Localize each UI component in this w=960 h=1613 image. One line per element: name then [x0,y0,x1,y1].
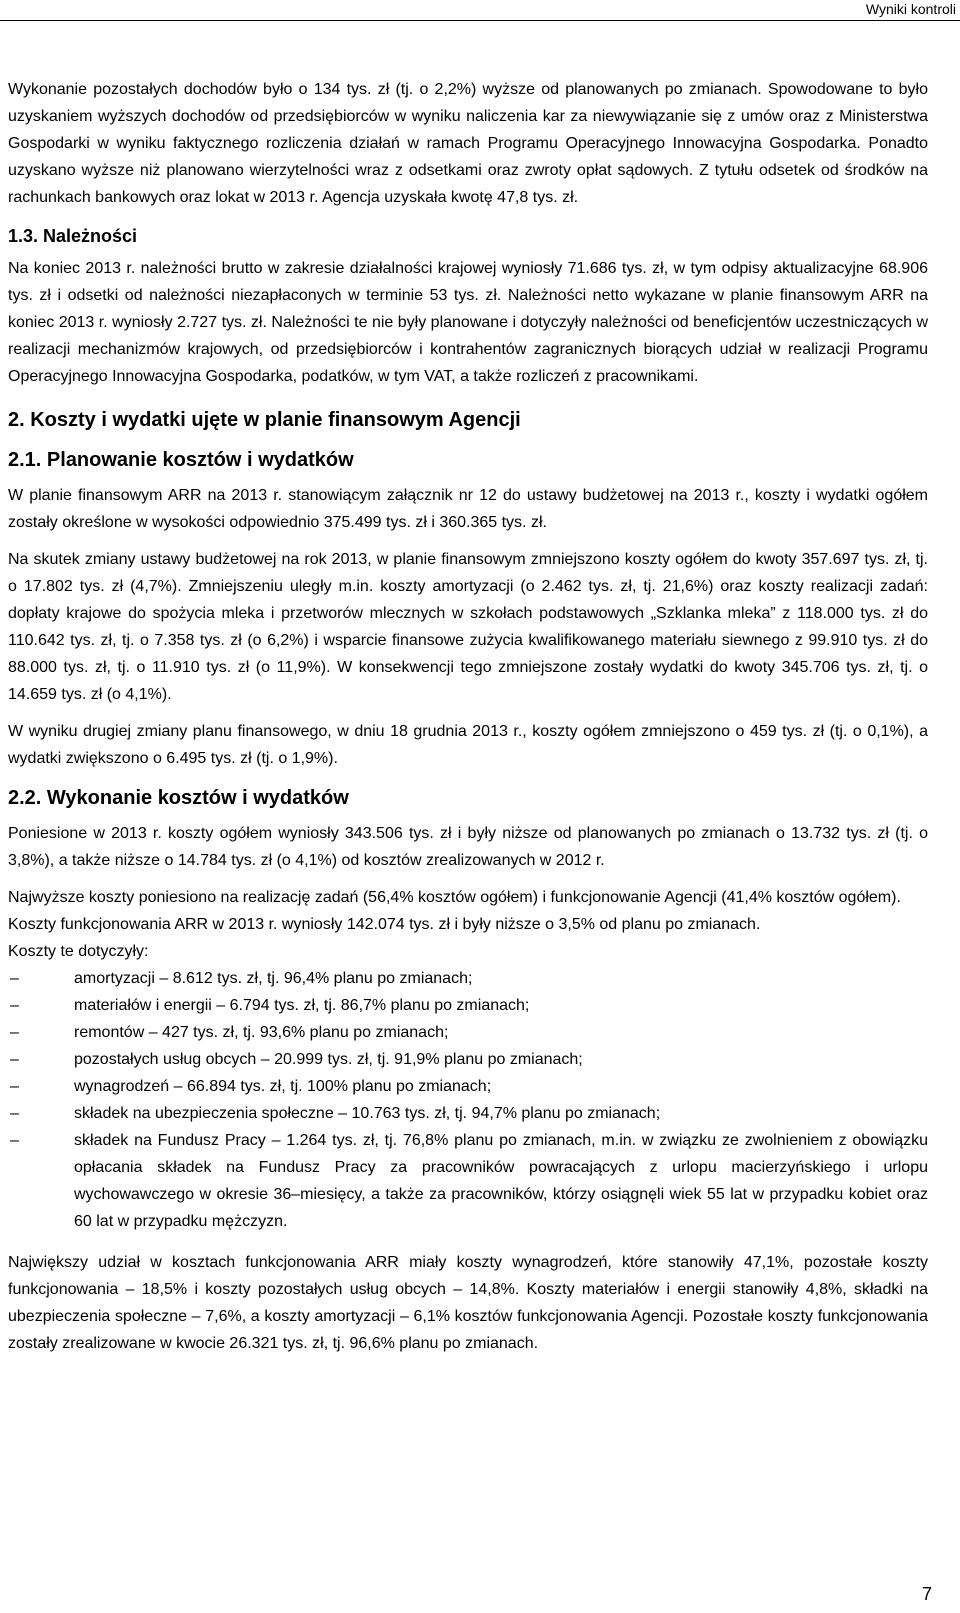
paragraph-cost-structure: Największy udział w kosztach funkcjonowania ARR miały koszty wynagrodzeń, które stanowiły 47,1%, pozostałe koszty funkcjonowania – 18,5% i koszty pozostałych usług obcych – 14,8%. Koszty materiałów i energii stanowiły 4,8%, składki na ubezpieczenia społeczne – 7,6%, a koszty amortyzacji – 6,1% kosztów funkcjonowania Agencji. Pozostałe koszty funkcjonowania zostały zrealizowane w kwocie 26.321 tys. zł, tj. 96,6% planu po zmianach. [8,1254,928,1352]
paragraph-highest-costs: Najwyższe koszty poniesiono na realizację zadań (56,4% kosztów ogółem) i funkcjonowanie Agencji (41,4% kosztów ogółem). [8,889,901,906]
running-header-title: Wyniki kontroli [865,1,956,17]
list-bullet: – [10,1078,19,1095]
list-item [8,1046,928,1073]
list-item [8,1127,928,1235]
paragraph-plan-initial: W planie finansowym ARR na 2013 r. stanowiącym załącznik nr 12 do ustawy budżetowej na 2013 r., koszty i wydatki ogółem zostały określone w wysokości odpowiednio 375.499 tys. zł i 360.365 tys. zł. [8,487,928,531]
list-item [8,1073,928,1100]
list-item [8,965,928,992]
header-divider [0,20,960,21]
page-number: 7 [921,1584,932,1604]
list-item [8,1100,928,1127]
paragraph-plan-second-change: W wyniku drugiej zmiany planu finansowego, w dniu 18 grudnia 2013 r., koszty ogółem zmniejszono o 459 tys. zł (tj. o 0,1%), a wydatki zwiększono o 6.495 tys. zł (tj. o 1,9%). [8,723,928,767]
list-item-text: składek na ubezpieczenia społeczne – 10.763 tys. zł, tj. 94,7% planu po zmianach; [74,1105,661,1122]
heading-costs-and-expenses: 2. Koszty i wydatki ujęte w planie finansowym Agencji [8,409,521,431]
list-item [8,992,928,1019]
list-item-text: materiałów i energii – 6.794 tys. zł, tj. 86,7% planu po zmianach; [74,997,530,1014]
document-body [8,76,928,1357]
paragraph-plan-first-change: Na skutek zmiany ustawy budżetowej na rok 2013, w planie finansowym zmniejszono koszty ogółem do kwoty 357.697 tys. zł, tj. o 17.802 tys. zł (4,7%). Zmniejszeniu uległy m.in. koszty amortyzacji (o 2.462 tys. zł, tj. 21,6%) oraz koszty realizacji zadań: dopłaty krajowe do spożycia mleka i przetworów mlecznych w szkołach podstawowych „Szklanka mleka” z 118.000 tys. zł do 110.642 tys. zł, tj. o 7.358 tys. zł (o 6,2%) i wsparcie finansowe zużycia kwalifikowanego materiału siewnego z 99.910 tys. zł do 88.000 tys. zł, tj. o 11.910 tys. zł (o 11,9%). W konsekwencji tego zmniejszone zostały wydatki do kwoty 345.706 tys. zł, tj. o 14.659 tys. zł (o 4,1%). [8,551,928,703]
list-bullet: – [10,1132,19,1149]
cost-list [8,965,928,1235]
list-item-text: wynagrodzeń – 66.894 tys. zł, tj. 100% planu po zmianach; [74,1078,492,1095]
heading-receivables: 1.3. Należności [8,226,138,246]
list-item-text: składek na Fundusz Pracy – 1.264 tys. zł, tj. 76,8% planu po zmianach, m.in. w związku ze zwolnieniem z obowiązku opłacania składek na Fundusz Pracy za pracowników powracających z urlopu macierzyńskiego i urlopu wychowawczego w okresie 36–miesięcy, a także za pracowników, którzy osiągnęli wiek 55 lat w przypadku kobiet oraz 60 lat w przypadku mężczyzn. [74,1132,928,1230]
paragraph-costs-incurred: Poniesione w 2013 r. koszty ogółem wyniosły 343.506 tys. zł i były niższe od planowanych po zmianach o 13.732 tys. zł (tj. o 3,8%), a także niższe o 14.784 tys. zł (o 4,1%) od kosztów zrealizowanych w 2012 r. [8,825,928,869]
list-bullet: – [10,1051,19,1068]
paragraph-operating-costs: Koszty funkcjonowania ARR w 2013 r. wyniosły 142.074 tys. zł i były niższe o 3,5% od planu po zmianach. [8,916,761,933]
heading-cost-planning: 2.1. Planowanie kosztów i wydatków [8,449,354,471]
paragraph-receivables: Na koniec 2013 r. należności brutto w zakresie działalności krajowej wyniosły 71.686 tys. zł, w tym odpisy aktualizacyjne 68.906 tys. zł i odsetki od należności niezapłaconych w terminie 53 tys. zł. Należności netto wykazane w planie finansowym ARR na koniec 2013 r. wyniosły 2.727 tys. zł. Należności te nie były planowane i dotyczyły należności od beneficjentów uczestniczących w realizacji mechanizmów krajowych, od przedsiębiorców i kontrahentów zagranicznych biorących udział w realizacji Programu Operacyjnego Innowacyjna Gospodarka, podatków, w tym VAT, a także rozliczeń z pracownikami. [8,260,928,385]
list-item-text: pozostałych usług obcych – 20.999 tys. zł, tj. 91,9% planu po zmianach; [74,1051,583,1068]
list-item-text: remontów – 427 tys. zł, tj. 93,6% planu po zmianach; [74,1024,449,1041]
list-bullet: – [10,970,19,987]
paragraph-costs-concerned: Koszty te dotyczyły: [8,943,149,960]
list-bullet: – [10,1105,19,1122]
list-bullet: – [10,1024,19,1041]
list-item [8,1019,928,1046]
heading-cost-execution: 2.2. Wykonanie kosztów i wydatków [8,787,349,809]
list-item-text: amortyzacji – 8.612 tys. zł, tj. 96,4% planu po zmianach; [74,970,473,987]
list-bullet: – [10,997,19,1014]
paragraph-other-revenues: Wykonanie pozostałych dochodów było o 134 tys. zł (tj. o 2,2%) wyższe od planowanych po zmianach. Spowodowane to było uzyskaniem wyższych dochodów od przedsiębiorców w wyniku naliczenia kar za niewywiązanie się z umów oraz z Ministerstwa Gospodarki w wyniku faktycznego rozliczenia działań w ramach Programu Operacyjnego Innowacyjna Gospodarka. Ponadto uzyskano wyższe niż planowano wierzytelności wraz z odsetkami oraz zwroty opłat sądowych. Z tytułu odsetek od środków na rachunkach bankowych oraz lokat w 2013 r. Agencja uzyskała kwotę 47,8 tys. zł. [8,81,928,206]
